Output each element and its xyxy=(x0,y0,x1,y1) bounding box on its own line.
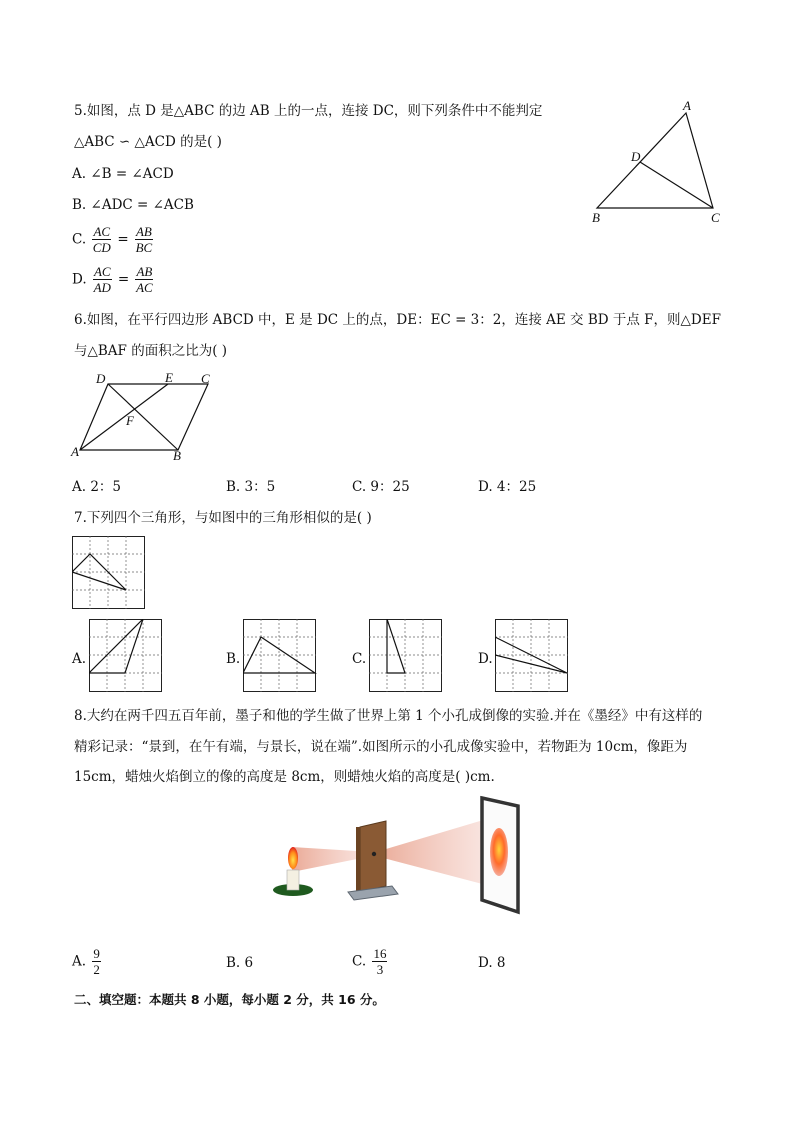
q6-stem-line2: 与△BAF 的面积之比为( ) xyxy=(74,343,228,359)
q7-option-c-label: C. xyxy=(352,651,367,667)
q6-fig-label-e: E xyxy=(165,370,173,385)
q8-option-c xyxy=(352,946,389,977)
q7-option-d-grid xyxy=(495,619,569,693)
q5-option-c: C. $\frac{AC}{CD}$ = $\frac{AB}{BC}$ xyxy=(72,224,153,255)
q7-option-a-triangle xyxy=(89,619,143,673)
q8-option-a xyxy=(72,946,103,977)
q7-reference-grid xyxy=(72,536,146,610)
q5-fig-label-c: C xyxy=(711,210,720,225)
q6-parallelogram-figure xyxy=(68,368,218,463)
q8-pinhole-board xyxy=(360,821,386,892)
q5-option-c-label: C. xyxy=(72,231,87,248)
q7-option-c-grid xyxy=(369,619,443,693)
q5-fig-label-b: B xyxy=(592,210,600,225)
q6-option-d: D. 4：25 xyxy=(478,479,537,495)
q5-option-d-frac1: $\frac{AC}{AD}$ xyxy=(93,264,111,295)
q5-stem-line1: 5.如图，点 D 是△ABC 的边 AB 上的一点，连接 DC，则下列条件中不能判定 xyxy=(74,103,543,119)
q7-option-d-label: D. xyxy=(478,651,493,667)
q8-stem-line2: 精彩记录：“景到，在午有端，与景长，说在端”.如图所示的小孔成像实验中，若物距为 10cm，像距为 xyxy=(74,739,688,755)
q5-option-d: D. $\frac{AC}{AD}$ = $\frac{AB}{AC}$ xyxy=(72,264,153,295)
q6-stem-line1: 6.如图，在平行四边形 ABCD 中，E 是 DC 上的点，DE：EC = 3：2，连接 AE 交 BD 于点 F，则△DEF xyxy=(74,312,721,328)
q7-option-a-grid xyxy=(89,619,163,693)
q8-option-c-frac: $\frac{16}{3}$ xyxy=(373,946,387,977)
q6-option-a: A. 2：5 xyxy=(72,479,122,495)
q7-option-a-label: A. xyxy=(72,651,87,667)
q5-option-a: A. ∠B = ∠ACD xyxy=(72,166,174,182)
q8-board-stand xyxy=(348,886,398,900)
q8-pinhole-camera-illustration xyxy=(268,794,528,920)
section-2-header: 二、填空题：本题共 8 小题，每小题 2 分，共 16 分。 xyxy=(74,992,385,1007)
q8-option-a-label: A. xyxy=(72,953,87,970)
q8-option-b: B. 6 xyxy=(226,955,254,971)
q8-stem-line3: 15cm，蜡烛火焰倒立的像的高度是 8cm，则蜡烛火焰的高度是( )cm. xyxy=(74,769,495,785)
q5-option-c-frac1: $\frac{AC}{CD}$ xyxy=(92,224,111,255)
q8-inverted-image xyxy=(490,828,508,876)
q8-light-beam-right xyxy=(376,818,490,886)
q8-option-a-frac: $\frac{9}{2}$ xyxy=(93,946,100,977)
q5-option-b: B. ∠ADC = ∠ACB xyxy=(72,197,194,213)
q5-option-d-frac2: $\frac{AB}{AC}$ xyxy=(136,264,153,295)
q7-option-b-grid xyxy=(243,619,317,693)
q8-stem-line1: 8.大约在两千四五百年前，墨子和他的学生做了世界上第 1 个小孔成倒像的实验.并在《墨经》中有这样的 xyxy=(74,708,703,724)
q6-option-c: C. 9：25 xyxy=(352,479,410,495)
q8-candle-flame xyxy=(288,847,298,869)
q7-option-b-label: B. xyxy=(226,651,241,667)
q5-fig-label-a: A xyxy=(683,98,691,113)
q5-option-d-label: D. xyxy=(72,271,87,288)
q7-stem: 7.下列四个三角形，与如图中的三角形相似的是( ) xyxy=(74,510,372,526)
q8-candle xyxy=(287,870,299,890)
q5-triangle-figure xyxy=(585,95,735,230)
q6-fig-label-a: A xyxy=(71,444,79,459)
q5-fig-label-d: D xyxy=(631,149,641,164)
q5-option-c-frac2: $\frac{AB}{BC}$ xyxy=(135,224,153,255)
q6-fig-label-b: B xyxy=(173,448,181,463)
q6-fig-label-f: F xyxy=(126,413,134,428)
q8-option-c-label: C. xyxy=(352,953,367,970)
q6-fig-label-d: D xyxy=(96,371,106,386)
q6-option-b: B. 3：5 xyxy=(226,479,276,495)
q8-pinhole xyxy=(372,852,376,856)
q7-option-c-triangle xyxy=(387,619,405,673)
q6-fig-label-c: C xyxy=(201,371,210,386)
q5-stem-line2: △ABC ∽ △ACD 的是( ) xyxy=(74,134,222,150)
q8-option-d: D. 8 xyxy=(478,955,506,971)
